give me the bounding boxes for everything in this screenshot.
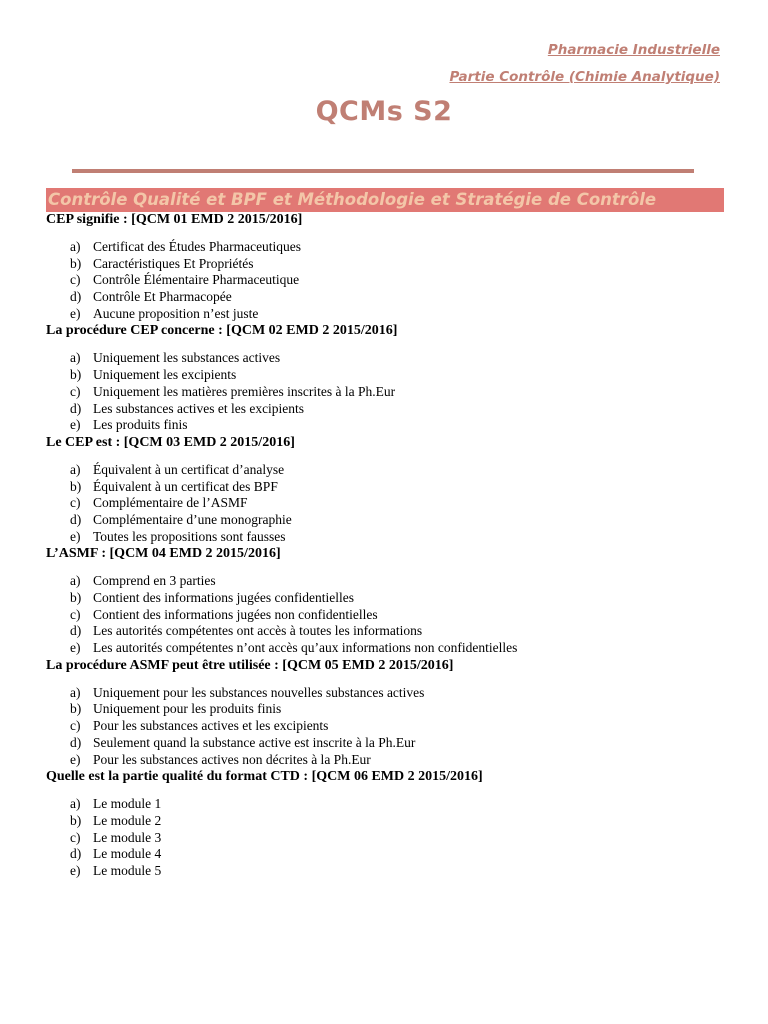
option-list bbox=[46, 340, 736, 433]
option-letter: c) bbox=[70, 829, 81, 845]
option-text: Seulement quand la substance active est inscrite à la Ph.Eur bbox=[93, 734, 416, 750]
option-text: Les autorités compétentes n’ont accès qu’aux informations non confidentielles bbox=[93, 640, 518, 656]
answer-option bbox=[46, 590, 736, 607]
answer-option bbox=[46, 685, 736, 702]
answer-option bbox=[46, 846, 736, 863]
option-letter: e) bbox=[70, 640, 81, 656]
option-list bbox=[46, 563, 736, 656]
option-letter: a) bbox=[70, 684, 81, 700]
question-text: L’ASMF : [QCM 04 EMD 2 2015/2016] bbox=[46, 546, 281, 562]
answer-option bbox=[46, 573, 736, 590]
option-letter: e) bbox=[70, 528, 81, 544]
option-letter: c) bbox=[70, 606, 81, 622]
answer-option bbox=[46, 306, 736, 323]
option-text: Le module 4 bbox=[93, 846, 162, 862]
answer-option bbox=[46, 272, 736, 289]
question-text: Le CEP est : [QCM 03 EMD 2 2015/2016] bbox=[46, 434, 295, 450]
option-text: Contient des informations jugées non confidentielles bbox=[93, 606, 378, 622]
option-list bbox=[46, 675, 736, 768]
option-letter: e) bbox=[70, 305, 81, 321]
option-letter: c) bbox=[70, 718, 81, 734]
answer-option bbox=[46, 367, 736, 384]
answer-option bbox=[46, 350, 736, 367]
option-list bbox=[46, 229, 736, 322]
question-text: CEP signifie : [QCM 01 EMD 2 2015/2016] bbox=[46, 212, 303, 227]
answer-option bbox=[46, 256, 736, 273]
option-letter: c) bbox=[70, 272, 81, 288]
option-text: Contrôle Et Pharmacopée bbox=[93, 289, 232, 305]
answer-option bbox=[46, 830, 736, 847]
option-letter: a) bbox=[70, 573, 81, 589]
option-text: Uniquement pour les produits finis bbox=[93, 701, 282, 717]
option-letter: d) bbox=[70, 289, 82, 305]
option-letter: b) bbox=[70, 478, 82, 494]
option-letter: b) bbox=[70, 590, 82, 605]
answer-option bbox=[46, 863, 736, 880]
option-text: Les substances actives et les excipients bbox=[93, 400, 305, 416]
option-text: Uniquement les excipients bbox=[93, 367, 237, 383]
question-block bbox=[46, 768, 736, 879]
option-text: Le module 2 bbox=[93, 812, 162, 828]
page-title: QCMs S2 bbox=[315, 96, 453, 127]
option-text: Certificat des Études Pharmaceutiques bbox=[93, 239, 302, 254]
option-text: Les produits finis bbox=[93, 417, 188, 433]
answer-option bbox=[46, 640, 736, 657]
question-block bbox=[46, 545, 736, 656]
option-text: Pour les substances actives non décrites à la Ph.Eur bbox=[93, 751, 371, 767]
question-text: La procédure CEP concerne : [QCM 02 EMD 2 2015/2016] bbox=[46, 323, 398, 339]
answer-option bbox=[46, 796, 736, 813]
option-text: Les autorités compétentes ont accès à toutes les informations bbox=[93, 623, 423, 639]
answer-option bbox=[46, 239, 736, 256]
option-text: Pour les substances actives et les excipients bbox=[93, 718, 329, 734]
option-text: Équivalent à un certificat d’analyse bbox=[93, 461, 285, 477]
option-text: Uniquement les substances actives bbox=[93, 350, 281, 366]
option-letter: b) bbox=[70, 255, 82, 271]
option-text: Aucune proposition n’est juste bbox=[93, 305, 259, 321]
option-letter: d) bbox=[70, 511, 82, 527]
answer-option bbox=[46, 623, 736, 640]
option-letter: d) bbox=[70, 400, 82, 416]
section-heading: Contrôle Qualité et BPF et Méthodologie et Stratégie de Contrôle bbox=[46, 188, 724, 212]
answer-option bbox=[46, 384, 736, 401]
option-letter: a) bbox=[70, 239, 81, 254]
answer-option bbox=[46, 401, 736, 418]
option-list bbox=[46, 786, 736, 879]
question-list bbox=[46, 211, 736, 880]
option-text: Le module 5 bbox=[93, 862, 162, 878]
option-letter: b) bbox=[70, 812, 82, 828]
option-text: Contrôle Élémentaire Pharmaceutique bbox=[93, 272, 300, 288]
option-letter: b) bbox=[70, 701, 82, 717]
answer-option bbox=[46, 495, 736, 512]
option-letter: a) bbox=[70, 796, 81, 812]
option-letter: d) bbox=[70, 846, 82, 862]
option-text: Équivalent à un certificat des BPF bbox=[93, 478, 278, 494]
title-divider bbox=[72, 169, 694, 173]
answer-option bbox=[46, 512, 736, 529]
option-list bbox=[46, 452, 736, 545]
answer-option bbox=[46, 529, 736, 546]
option-text: Le module 1 bbox=[93, 796, 162, 812]
option-letter: e) bbox=[70, 417, 81, 433]
answer-option bbox=[46, 735, 736, 752]
course-title: Pharmacie Industrielle bbox=[547, 42, 720, 58]
option-text: Uniquement pour les substances nouvelles substances actives bbox=[93, 684, 425, 700]
answer-option bbox=[46, 479, 736, 496]
question-block bbox=[46, 322, 736, 433]
course-subtitle: Partie Contrôle (Chimie Analytique) bbox=[449, 69, 720, 85]
option-text: Complémentaire de l’ASMF bbox=[93, 495, 248, 511]
option-letter: a) bbox=[70, 350, 81, 366]
option-text: Le module 3 bbox=[93, 829, 162, 845]
answer-option bbox=[46, 417, 736, 434]
answer-option bbox=[46, 701, 736, 718]
option-letter: d) bbox=[70, 623, 82, 639]
option-letter: c) bbox=[70, 383, 81, 399]
question-block bbox=[46, 657, 736, 768]
question-text: Quelle est la partie qualité du format CTD : [QCM 06 EMD 2 2015/2016] bbox=[46, 769, 483, 785]
option-letter: e) bbox=[70, 751, 81, 767]
option-letter: b) bbox=[70, 367, 82, 383]
option-letter: a) bbox=[70, 461, 81, 477]
answer-option bbox=[46, 289, 736, 306]
answer-option bbox=[46, 752, 736, 769]
option-text: Comprend en 3 parties bbox=[93, 573, 216, 589]
question-block bbox=[46, 434, 736, 545]
option-letter: e) bbox=[70, 862, 81, 878]
answer-option bbox=[46, 813, 736, 830]
option-text: Contient des informations jugées confidentielles bbox=[93, 590, 354, 605]
answer-option bbox=[46, 718, 736, 735]
option-letter: c) bbox=[70, 495, 81, 511]
option-text: Complémentaire d’une monographie bbox=[93, 511, 292, 527]
question-block bbox=[46, 211, 736, 322]
option-text: Uniquement les matières premières inscrites à la Ph.Eur bbox=[93, 383, 396, 399]
answer-option bbox=[46, 607, 736, 624]
option-text: Caractéristiques Et Propriétés bbox=[93, 255, 254, 271]
question-text: La procédure ASMF peut être utilisée : [QCM 05 EMD 2 2015/2016] bbox=[46, 657, 454, 673]
answer-option bbox=[46, 462, 736, 479]
option-text: Toutes les propositions sont fausses bbox=[93, 528, 286, 544]
option-letter: d) bbox=[70, 734, 82, 750]
